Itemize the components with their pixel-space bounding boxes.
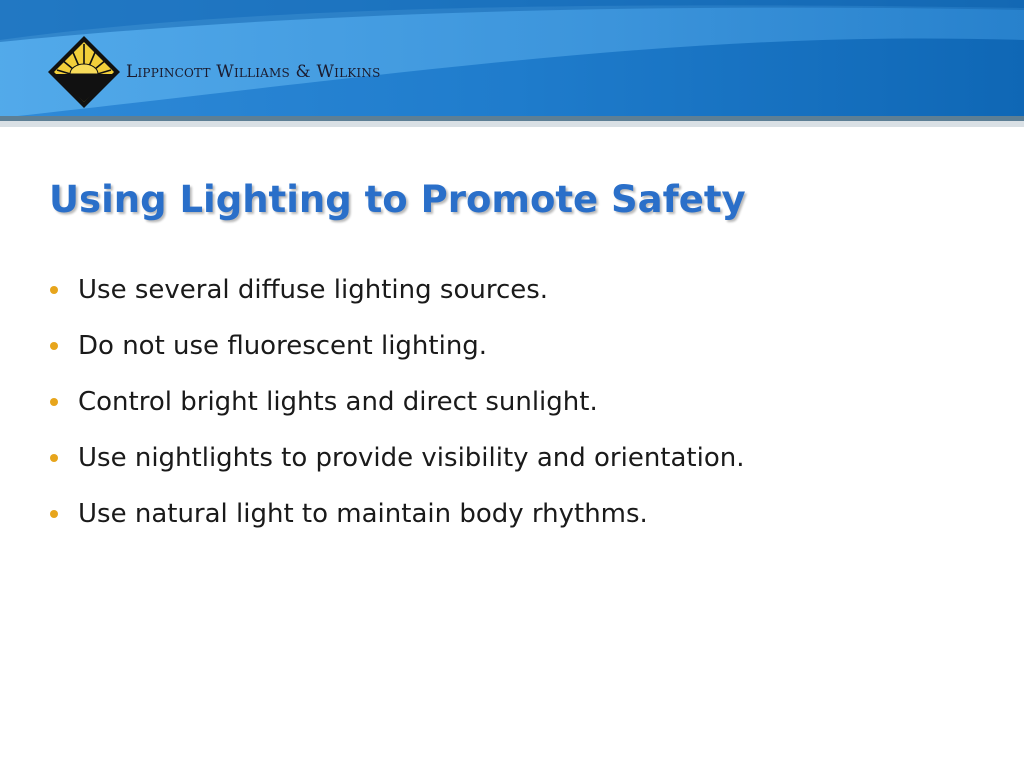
slide-title: Using Lighting to Promote Safety [49,178,746,221]
bullet-dot-icon [50,454,58,462]
bullet-item [50,430,745,486]
bullet-item [50,318,745,374]
bullet-item [50,262,745,318]
bullet-text: Control bright lights and direct sunlight. [78,387,598,417]
bullet-text: Use several diffuse lighting sources. [78,275,549,305]
brand-name: Lippincott Williams & Wilkins [126,62,381,82]
bullet-text: Use nightlights to provide visibility and orientation. [78,443,745,473]
bullet-item [50,374,745,430]
bullet-list [50,262,745,542]
bullet-dot-icon [50,510,58,518]
bullet-dot-icon [50,342,58,350]
brand-logo [46,34,381,110]
bullet-text: Do not use fluorescent lighting. [78,331,488,361]
bullet-text: Use natural light to maintain body rhythms. [78,499,648,529]
bullet-dot-icon [50,286,58,294]
bullet-item [50,486,745,542]
sunburst-diamond-logo-icon [46,34,122,110]
bullet-dot-icon [50,398,58,406]
